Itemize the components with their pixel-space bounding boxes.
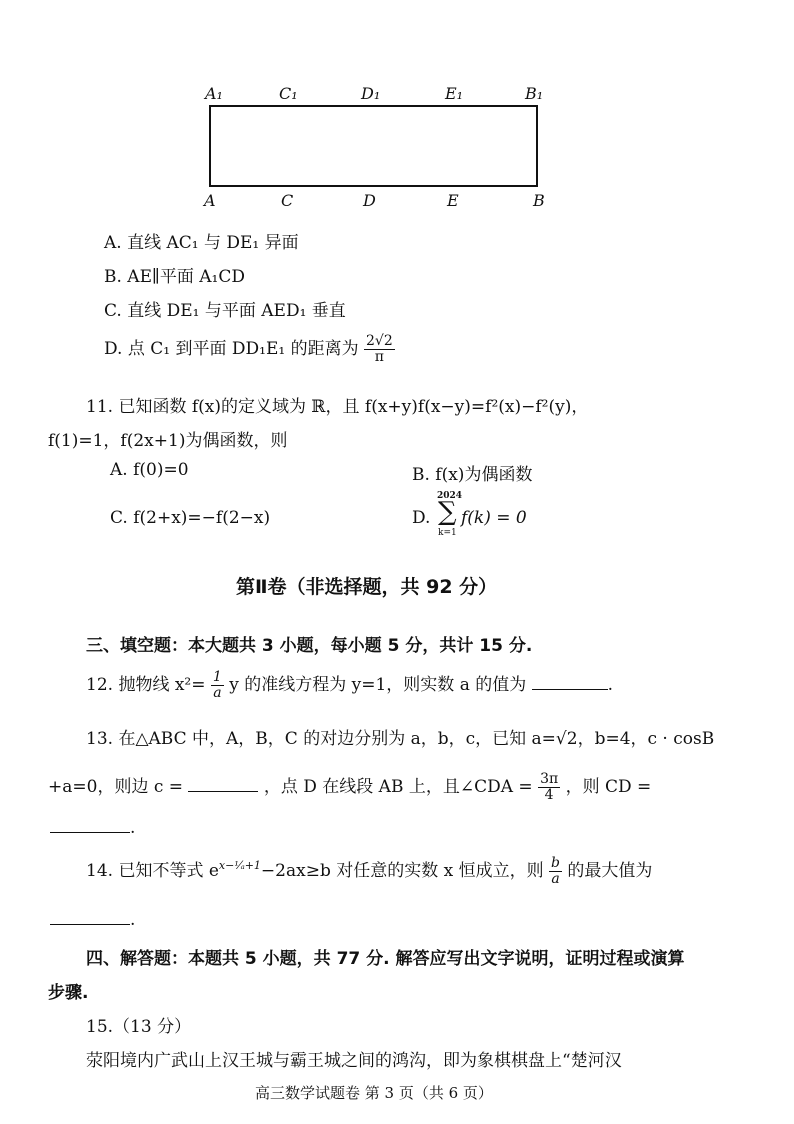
sum-upper-limit: 2024 bbox=[437, 491, 463, 501]
q10-option-d-fraction bbox=[364, 334, 395, 364]
label-B: B bbox=[533, 191, 545, 210]
label-E1: E₁ bbox=[445, 84, 464, 103]
q14-exponent: x−¹⁄ₐ+1 bbox=[218, 859, 261, 872]
q12-answer-blank[interactable] bbox=[532, 688, 608, 690]
q13-line2-b: ，点 D 在线段 AB 上，且∠CDA = bbox=[263, 777, 533, 797]
q13-line2 bbox=[48, 772, 651, 803]
q11-option-d-label: D. bbox=[412, 508, 431, 528]
q14 bbox=[86, 856, 652, 887]
q13-cd-answer bbox=[50, 818, 135, 838]
q14-prefix: 14. 已知不等式 e bbox=[86, 861, 219, 881]
q14-answer bbox=[50, 910, 135, 930]
section3-desc: 本大题共 3 小题，每小题 5 分，共计 15 分. bbox=[188, 636, 533, 656]
label-D1: D₁ bbox=[361, 84, 381, 103]
rectangle-figure bbox=[0, 0, 794, 230]
section4-title: 四、解答题： bbox=[86, 949, 188, 969]
label-B1: B₁ bbox=[525, 84, 544, 103]
label-A: A bbox=[204, 191, 216, 210]
q10-option-a: A. 直线 AC₁ 与 DE₁ 异面 bbox=[104, 233, 299, 253]
section4-header bbox=[86, 944, 685, 969]
q14-fraction bbox=[549, 856, 562, 886]
q14-end: . bbox=[130, 910, 136, 930]
q14-suffix: 的最大值为 bbox=[567, 861, 653, 881]
q12 bbox=[86, 670, 613, 701]
fraction-denominator: a bbox=[213, 685, 222, 701]
q12-prefix: 12. 抛物线 x²= bbox=[86, 675, 206, 695]
q10-option-d bbox=[104, 334, 395, 365]
q11-option-b: B. f(x)为偶函数 bbox=[412, 465, 533, 485]
q10-option-b: B. AE∥平面 A₁CD bbox=[104, 267, 245, 287]
section3-header bbox=[86, 631, 532, 656]
q12-fraction bbox=[211, 670, 224, 700]
q11-option-c: C. f(2+x)=−f(2−x) bbox=[110, 508, 271, 528]
fraction-numerator: 1 bbox=[212, 669, 222, 686]
q13-line2-a: +a=0，则边 c = bbox=[48, 777, 184, 797]
section3-title: 三、填空题： bbox=[86, 636, 188, 656]
fraction-numerator: b bbox=[551, 855, 561, 872]
q13-angle-fraction bbox=[538, 772, 560, 802]
fraction-denominator: π bbox=[374, 349, 384, 365]
section4-desc: 本题共 5 小题，共 77 分. 解答应写出文字说明，证明过程或演算 bbox=[188, 949, 685, 969]
q15-label: 15.（13 分） bbox=[86, 1017, 192, 1037]
q10-option-d-text: D. 点 C₁ 到平面 DD₁E₁ 的距离为 bbox=[104, 339, 359, 359]
page-footer: 高三数学试题卷 第 3 页（共 6 页） bbox=[255, 1084, 493, 1102]
q14-middle: −2ax≥b 对任意的实数 x 恒成立，则 bbox=[260, 861, 544, 881]
q12-end: . bbox=[607, 675, 614, 695]
label-E: E bbox=[447, 191, 459, 210]
label-A1: A₁ bbox=[205, 84, 223, 103]
sum-expression: f(k) = 0 bbox=[461, 508, 527, 528]
fraction-denominator: a bbox=[551, 871, 560, 887]
fraction-denominator: 4 bbox=[544, 787, 554, 803]
q11-stem-line2: f(1)=1，f(2x+1)为偶函数，则 bbox=[48, 431, 288, 451]
q13-end: . bbox=[130, 818, 136, 838]
sigma-symbol: ∑ bbox=[438, 497, 457, 527]
sum-lower-limit: k=1 bbox=[438, 528, 457, 538]
q15-text: 荥阳境内广武山上汉王城与霸王城之间的鸿沟，即为象棋棋盘上“楚河汉 bbox=[86, 1051, 622, 1071]
q11-option-a: A. f(0)=0 bbox=[110, 460, 189, 480]
q13-cd-answer-blank[interactable] bbox=[50, 831, 130, 833]
fraction-numerator: 3π bbox=[540, 771, 559, 788]
q12-suffix: y 的准线方程为 y=1，则实数 a 的值为 bbox=[229, 675, 527, 695]
section4-desc-cont: 步骤. bbox=[48, 983, 89, 1003]
label-C: C bbox=[281, 191, 294, 210]
fraction-numerator: 2√2 bbox=[365, 333, 393, 350]
part2-title: 第Ⅱ卷（非选择题，共 92 分） bbox=[236, 576, 498, 598]
q13-line2-c: ，则 CD = bbox=[565, 777, 652, 797]
q10-option-c: C. 直线 DE₁ 与平面 AED₁ 垂直 bbox=[104, 301, 346, 321]
label-C1: C₁ bbox=[279, 84, 298, 103]
q13-line1: 13. 在△ABC 中，A，B，C 的对边分别为 a，b，c，已知 a=√2，b=4，c · cosB bbox=[86, 729, 715, 749]
q11-stem-line1: 11. 已知函数 f(x)的定义域为 ℝ，且 f(x+y)f(x−y)=f²(x)−f²(y)， bbox=[86, 397, 589, 417]
q13-c-answer-blank[interactable] bbox=[188, 790, 258, 792]
q14-answer-blank[interactable] bbox=[50, 923, 130, 925]
label-D: D bbox=[363, 191, 376, 210]
